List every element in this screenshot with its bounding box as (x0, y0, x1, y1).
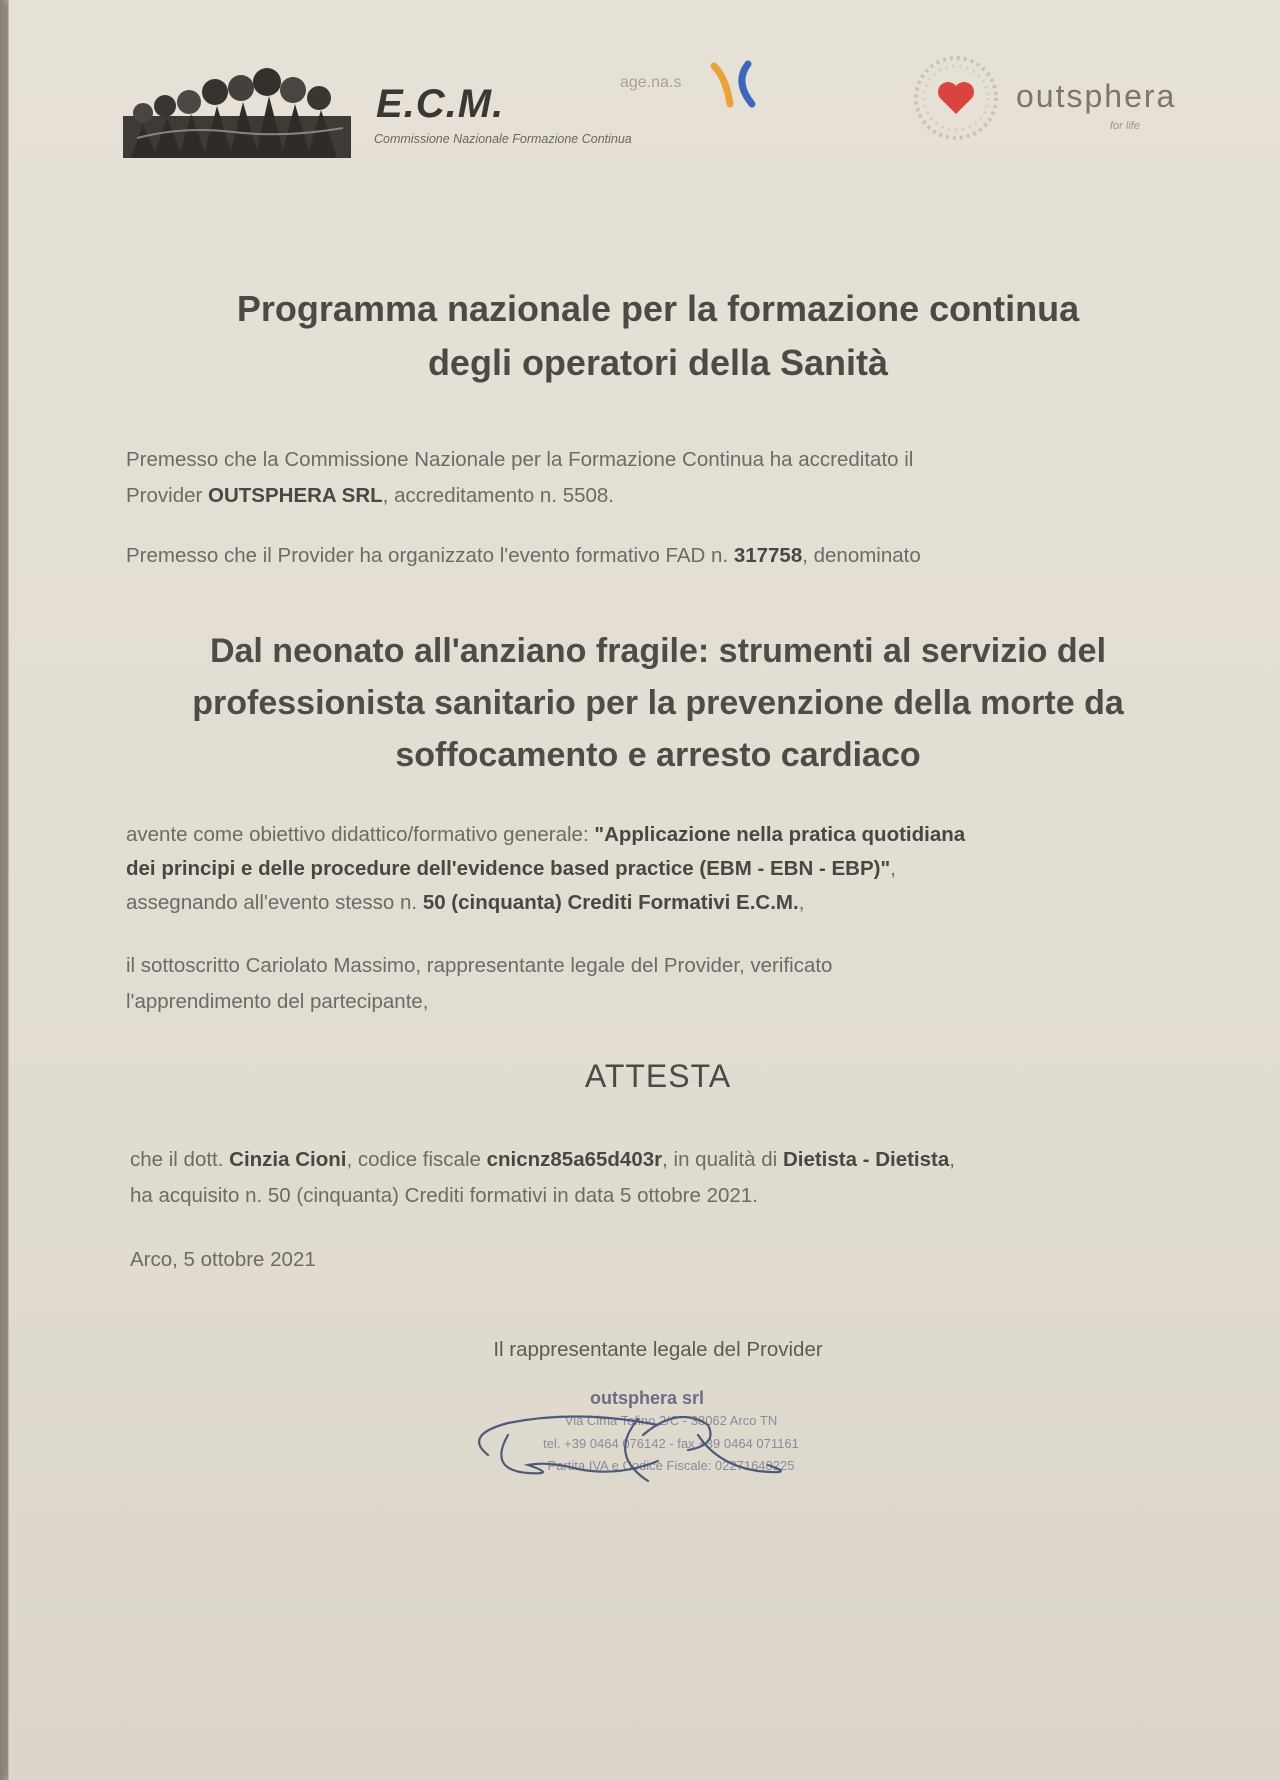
accreditation-number: , accreditamento n. 5508. (382, 484, 615, 507)
objective-line-1 (126, 818, 1176, 852)
background-edge (0, 0, 8, 1780)
ecm-logo-subtitle: Commissione Nazionale Formazione Continua (374, 132, 632, 146)
provider-prefix: Provider (126, 484, 209, 507)
agenas-logo-text: age.na.s (620, 74, 682, 91)
provider-name: OUTSPHERA SRL (208, 484, 383, 507)
signatory-paragraph (126, 948, 1176, 1020)
objective-paragraph (126, 818, 1176, 920)
ecm-logo-title: E.C.M. (376, 82, 505, 126)
agenas-logo-icon (708, 60, 758, 110)
program-title (108, 282, 1208, 390)
objective-comma: , (890, 857, 896, 880)
credits-comma: , (798, 891, 805, 914)
outsphera-logo-tagline: for life (1110, 120, 1140, 132)
premise-event-prefix: Premesso che il Provider ha organizzato l'evento formativo FAD n. (126, 544, 734, 567)
certificate-page (8, 0, 1280, 1780)
stamp-vat: Partita IVA e Codice Fiscale: 02271640225 (547, 1458, 795, 1473)
tax-code-label: , codice fiscale (346, 1148, 487, 1171)
outsphera-logo-text: outsphera (1016, 78, 1177, 114)
objective-prefix: avente come obiettivo didattico/formativo generale: (126, 823, 595, 846)
participant-name: Cinzia Cioni (229, 1148, 347, 1171)
attestation-prefix: che il dott. (130, 1148, 230, 1171)
handwritten-signature-icon (468, 1395, 868, 1495)
event-title (108, 625, 1208, 781)
attestation-line-2: ha acquisito n. 50 (cinquanta) Crediti formativi in data 5 ottobre 2021. (130, 1184, 758, 1207)
event-title-line-3: soffocamento e arresto cardiaco (395, 736, 921, 774)
premise-accreditation (126, 442, 1176, 514)
objective-line-2 (126, 852, 1176, 886)
premise-accreditation-line-1: Premesso che la Commissione Nazionale per la Formazione Continua ha accreditato il (126, 448, 914, 471)
premise-accreditation-line-2 (126, 478, 1176, 514)
stamp-phone: tel. +39 0464 076142 - fax +39 0464 071161 (543, 1436, 799, 1451)
event-title-line-2: professionista sanitario per la prevenzione della morte da (192, 684, 1124, 722)
representative-label: Il rappresentante legale del Provider (493, 1338, 823, 1361)
credits-value: 50 (cinquanta) Crediti Formativi E.C.M. (422, 891, 799, 914)
attestation-comma: , (949, 1148, 955, 1171)
tax-code-value: cnicnz85a65d403r (486, 1148, 663, 1171)
event-title-line-1: Dal neonato all'anziano fragile: strumenti al servizio del (209, 632, 1107, 670)
program-title-line-2: degli operatori della Sanità (427, 342, 889, 383)
signatory-line-1: il sottoscritto Cariolato Massimo, rappresentante legale del Provider, verificato (126, 954, 833, 977)
event-number: 317758 (733, 544, 803, 567)
objective-line-3 (126, 886, 1176, 920)
objective-text-2: dei principi e delle procedure dell'evidence based practice (EBM - EBN - EBP)" (126, 857, 891, 880)
program-title-line-1: Programma nazionale per la formazione continua (236, 288, 1080, 329)
signatory-line-2: l'apprendimento del partecipante, (126, 990, 429, 1013)
stamp-address: Via Cima Tofino 2/C - 38062 Arco TN (564, 1413, 778, 1428)
premise-event-suffix: , denominato (802, 544, 921, 567)
place-date: Arco, 5 ottobre 2021 (130, 1248, 316, 1271)
attestation-paragraph (130, 1142, 1180, 1214)
role-value: Dietista - Dietista (782, 1148, 950, 1171)
attestation-line-1 (130, 1142, 1180, 1178)
objective-text-1: "Applicazione nella pratica quotidiana (594, 823, 966, 846)
premise-event (126, 538, 1176, 574)
role-label: , in qualità di (662, 1148, 783, 1171)
attesta-heading: ATTESTA (584, 1058, 732, 1094)
stamp-company-name: outsphera srl (590, 1388, 705, 1408)
credits-prefix: assegnando all'evento stesso n. (126, 891, 423, 914)
outsphera-heart-logo-icon (910, 52, 1002, 144)
ecm-logo-figures-icon (123, 68, 351, 158)
